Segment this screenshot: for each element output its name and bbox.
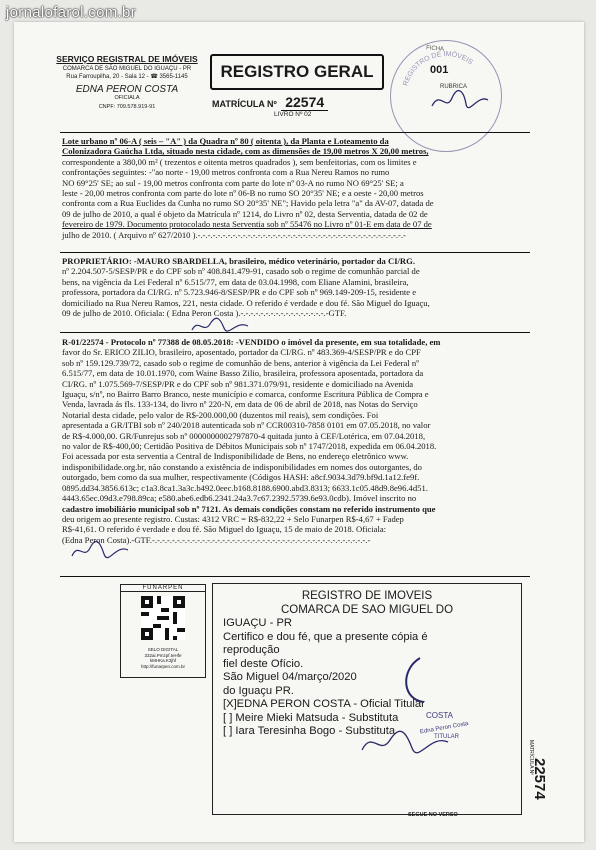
- rubrica-label: RUBRICA: [440, 84, 468, 90]
- owner-line: professora, portadora da CI/RG. nº 5.723.946-8/SESP/PR e do CPF sob nº 969.149-209-15, residente e: [62, 287, 417, 298]
- registration-line: Iguaçu, s/nº, no Bairro Barro Branco, neste município e comarca, conforme Escritura Pública de Compra e: [62, 389, 429, 400]
- officer-name: EDNA PERON COSTA: [75, 84, 179, 95]
- rubrica-signature: [430, 88, 490, 114]
- registration-line: favor do Sr. ERICO ZILIO, brasileiro, aposentado, portador da CI/RG. nº 483.369-4/SESP/PR e do CPF: [62, 347, 421, 358]
- owner-line: domiciliado na Rua Nereu Ramos, 221, nesta cidade. O referido é verdade e dou fé. São Miguel do Iguaçu,: [62, 297, 430, 308]
- matricula-header: [212, 94, 392, 118]
- registration-line: deu origem ao presente registro. Custas: 4312 VRC = R$-832,22 + Selo Funarpen R$-4,67 + Fadep: [62, 513, 404, 524]
- watermark: jornalofarol.com.br: [6, 4, 136, 21]
- registration-line: indisponibilidade.org.br, não constando a existência de indisponibilidades em nomes dos outorgantes, do: [62, 461, 422, 472]
- property-line: julho de 2010. ( Arquivo nº 627/2010 ).-.-.-.-.-.-.-.-.-.-.-.-.-.-.-.-.-.-.-.-.-.-.-.-.-.-.-.-.-.-.-.-.-.-.-.-.-.-.-.-.-.-: [62, 229, 406, 240]
- registration-line: apresentada a GR/ITBI sob nº 240/2018 autenticada sob nº CCR00310-7858 0101 em 07.05.2018, no valor: [62, 420, 431, 431]
- office-comarca: COMARCA DE SÃO MIGUEL DO IGUAÇU - PR: [62, 66, 192, 72]
- stamp-role: TITULAR: [434, 734, 460, 740]
- seal-line: 332ai.Pmzpf.IeHfe: [144, 652, 182, 658]
- cert-line: São Miguel 04/março/2020: [223, 671, 357, 683]
- registration-line: Notarial desta cidade, pelo valor de R$-200.000,00 (duzentos mil reais), sem condições. Foi: [62, 409, 379, 420]
- seal-line: kMHKa.K3jhf: [149, 658, 177, 663]
- ficha-number: 001: [430, 64, 449, 76]
- cert-line: fiel deste Ofício.: [223, 657, 304, 670]
- owner-line: nº 2.204.507-5/SESP/PR e do CPF sob nº 408.841.479-91, casado sob o regime de comunhão parcial de: [62, 266, 420, 277]
- property-line: Colonizadora Gaúcha Ltda, situado nesta cidade, com as dimensões de 19,00 metros X 20,00 metros,: [62, 146, 429, 157]
- funarpen-header: FUNARPEN: [121, 585, 205, 592]
- registration-line: R$-41,61. O referido é verdade e dou fé. São Miguel do Iguaçu, 15 de maio de 2018. Oficiala:: [62, 524, 387, 535]
- owner-line: 09 de julho de 2010. Oficiala: ( Edna Peron Costa ).-.-.-.-.-.-.-.-.-.-.-.-.-.-.-.-.-.-GTF.: [62, 308, 347, 319]
- officer-role: OFICIALA: [114, 95, 140, 101]
- ficha-label: FICHA: [425, 45, 445, 53]
- side-matricula-label: MATRÍCULA Nº: [528, 740, 534, 776]
- qr-code-icon: [141, 596, 185, 640]
- stamp-name: Edna Peron Costa: [419, 721, 469, 736]
- registration-line: CI/RG. nº 1.075.569-7/SESP/PR e do CPF sob nº 981.371.079/91, residente e domiciliado na Avenida: [62, 378, 414, 389]
- property-line: NO 69°25' SE; ao sul - 19,00 metros confronta com parte do lote nº 03-A no rumo NO 69°25' SE; a: [62, 177, 404, 188]
- registration-line: 6.515/77, em data de 10.01.1970, com Waine Basso Zilio, brasileira, professora aposentada, portadora da: [62, 368, 424, 379]
- registration-line: sob nº 159.129.739/72, casado sob o regime de comunhão de bens, anterior à vigência da Lei Federal nº: [62, 357, 419, 368]
- registration-line: 0895.dd34.3856.613c; c1a3.8ca1.3a3c.b492.0eec.b168.8188.6900.abd3.8313; 6633.1c05.48d9.8e96.4d51.: [62, 482, 428, 493]
- office-name: SERVIÇO REGISTRAL DE IMÓVEIS: [56, 54, 198, 64]
- cert-line: Certifico e dou fé, que a presente cópia é: [223, 630, 428, 643]
- registration-line: 4443.65ec.09d3.e798.89ca; e580.abe6.edb6.2341.24a3.7c67.2392.5739.6e93.0cdb). Imóvel inscrito no: [62, 493, 417, 504]
- registration-signature: [70, 540, 130, 562]
- property-line: correspondente a 380,00 m² ( trezentos e oitenta metros quadrados ), sem benfeitorias, com os limites e: [62, 156, 417, 167]
- cert-line: [ ] Iara Teresinha Bogo - Substituta: [223, 725, 396, 737]
- round-stamp-text: REGISTRO DE IMÓVEIS: [402, 50, 474, 87]
- side-matricula-number: 22574: [531, 758, 548, 800]
- property-line: fevereiro de 1979. Documento protocolado nesta Serventia sob nº 55476 no Livro nº 01-E em data de 07 de: [62, 219, 432, 230]
- funarpen-seal: [120, 584, 206, 678]
- registration-line: cadastro imobiliário municipal sob nº 7121. As demais condições constam no referido instrumento que: [62, 503, 436, 514]
- officer-cnpf: CNPF: 709.578.919-91: [98, 104, 156, 110]
- property-line: 09 de julho de 2010, a qual é objeto da Matrícula nº 1214, do Livro nº 02, desta Serventia, datada de 02 de: [62, 208, 428, 219]
- section-divider: [60, 332, 530, 333]
- segue-no-verso: SEGUE NO VERSO: [408, 812, 458, 818]
- cert-line: [X]EDNA PERON COSTA - Oficial Titular: [223, 698, 425, 710]
- property-description: [62, 136, 532, 240]
- property-line: confrontações seguintes: -"ao norte - 19,00 metros confronta com a Rua Nereu Ramos no rumo: [62, 167, 390, 178]
- registration-line: Foi acessada por esta serventia a Central de Indisponibilidade de Bens, no endereço eletrônico www.: [62, 451, 409, 462]
- cert-line: IGUAÇU - PR: [223, 617, 292, 629]
- registro-geral-title: REGISTRO GERAL: [210, 54, 384, 90]
- stamp-word: COSTA: [426, 711, 453, 720]
- certificate-signature: [360, 728, 450, 758]
- property-line: confronta com a Rua Euclides da Cunha no rumo SO 20°35' NE"; Havido pela letra "a" da AV-07, datada de: [62, 198, 434, 209]
- section-divider: [60, 576, 530, 577]
- section-divider: [60, 252, 530, 253]
- owner-line: bens, na vigência da Lei Federal nº 6.515/77, em data de 03.04.1998, com Eliane Alamini, brasileira,: [62, 276, 409, 287]
- office-header: [52, 54, 202, 124]
- livro-label: LIVRO Nº 02: [274, 111, 312, 118]
- registration-line: (Edna Peron Costa).-GTF.-.-.-.-.-.-.-.-.-.-.-.-.-.-.-.-.-.-.-.-.-.-.-.-.-.-.-.-.-.-.-.-.-.-.-.-.-.-.-.-.-.-.-.-: [62, 534, 371, 545]
- seal-line: SELO DIGITAL: [147, 647, 179, 652]
- owner-section: [62, 256, 532, 318]
- cert-line: do Iguaçu PR.: [223, 684, 294, 697]
- registration-section: [62, 337, 532, 545]
- certificate-stamp: [390, 650, 490, 740]
- cert-line: reprodução: [223, 644, 280, 656]
- property-line: Lote urbano nº 06-A ( seis – "A" ) da Quadra nº 80 ( oitenta ), da Planta e Loteamento da: [62, 136, 389, 146]
- matricula-label: MATRÍCULA Nº: [212, 99, 277, 109]
- registration-line: Venda, lavrada ás fls. 133-134, do livro nº 220-N, em data de 06 de abril de 2018, nas Notas do Serviço: [62, 399, 418, 410]
- registration-line: de R$-4.000,00. GR/Funrejus sob nº 0000000002797870-4 quitada junto à CEF/Lotérica, em 07.04.2018,: [62, 430, 426, 441]
- owner-line: PROPRIETÁRIO: -MAURO SBARDELLA, brasileiro, médico veterinário, portador da CI/RG.: [62, 256, 415, 266]
- cert-line: [ ] Meire Mieki Matsuda - Substituta: [223, 711, 399, 724]
- office-address: Rua Farroupilha, 20 - Sala 12 - ☎ 3565-1145: [66, 74, 188, 80]
- registration-line: no valor de R$-400,00; Certidão Positiva de Débitos Municipais sob nº 1747/2018, expedida em 06.04.2018.: [62, 441, 437, 452]
- registration-line: R-01/22574 - Protocolo nº 77388 de 08.05.2018: -VENDIDO o imóvel da presente, em sua totalidade, em: [62, 337, 441, 347]
- oficiala-signature: [190, 316, 250, 336]
- cert-line: COMARCA DE SAO MIGUEL DO: [280, 603, 454, 616]
- registration-line: outorgado, bem como da sua mulher, respectivamente (Códigos HASH: a8cf.9034.3d79.bf9d.1a12.fe9f.: [62, 472, 420, 483]
- cert-line: REGISTRO DE IMOVEIS: [301, 590, 433, 602]
- side-matricula: [526, 740, 548, 820]
- header-divider: [60, 132, 530, 133]
- seal-line: http://funarpen.com.br: [140, 663, 186, 669]
- matricula-number: 22574: [281, 94, 328, 111]
- property-line: leste - 20,00 metros confronta com parte do lote nº 06-B no rumo SO 20°35' NE; e a oeste - 20,00 metros: [62, 188, 424, 199]
